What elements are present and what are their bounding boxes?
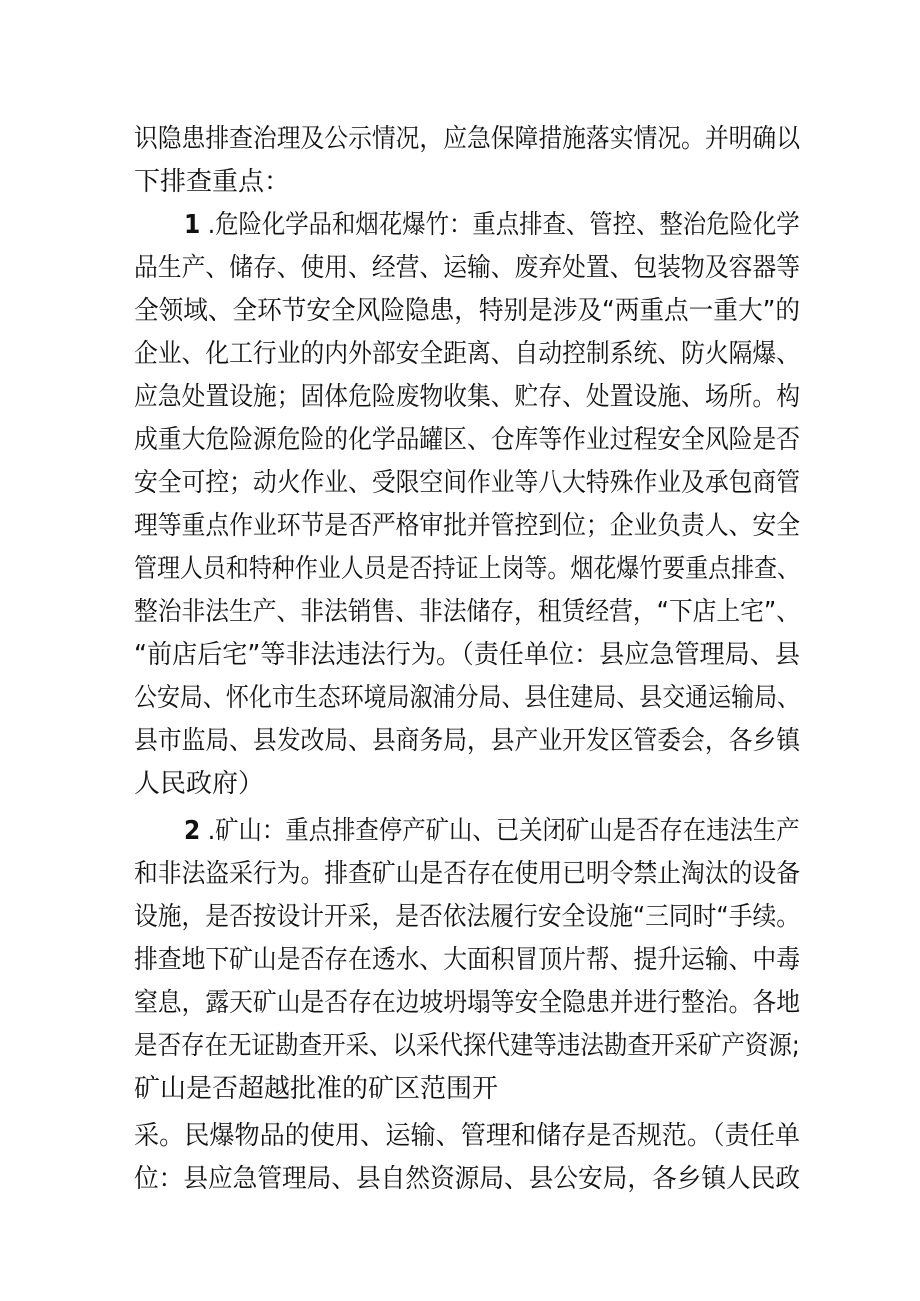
body-text-line: 公安局、怀化市生态环境局溆浦分局、县住建局、县交通运输局、 <box>134 683 801 713</box>
list-number: 2 <box>184 816 201 846</box>
body-text-line: 全领域、全环节安全风险隐患，特别是涉及“两重点一重大”的 <box>134 296 800 326</box>
list-number: 1 <box>184 210 201 240</box>
body-text-line: 是否存在无证勘查开采、以采代探代建等违法勘查开采矿产资源; <box>134 1031 800 1061</box>
body-text-line: 矿山是否超越批准的矿区范围开 <box>134 1074 499 1104</box>
body-text-line: 县市监局、县发改局、县商务局，县产业开发区管委会，各乡镇 <box>134 726 800 756</box>
list-item-text: .危险化学品和烟花爆竹：重点排查、管控、整治危险化学 <box>207 210 800 240</box>
body-text-line: 识隐患排查治理及公示情况，应急保障措施落实情况。并明确以 <box>134 124 800 154</box>
body-text-line: 应急处置设施；固体危险废物收集、贮存、处置设施、场所。构 <box>134 382 800 412</box>
body-text-line: 和非法盗采行为。排查矿山是否存在使用已明令禁止淘汰的设备 <box>134 859 800 889</box>
body-text-line: 管理人员和特种作业人员是否持证上岗等。烟花爆竹要重点排查、 <box>134 554 801 584</box>
body-text-line: 排查地下矿山是否存在透水、大面积冒顶片帮、提升运输、中毒 <box>134 945 800 975</box>
body-text-line: 理等重点作业环节是否严格审批并管控到位；企业负责人、安全 <box>134 511 800 541</box>
body-text-line: 下排查重点： <box>134 167 291 197</box>
body-text-line: 人民政府） <box>134 769 265 799</box>
body-text-line: “前店后宅”等非法违法行为。（责任单位：县应急管理局、县 <box>134 640 800 670</box>
body-text-line: 窒息，露天矿山是否存在边坡坍塌等安全隐患并进行整治。各地 <box>134 988 800 1018</box>
list-item-1-first-line <box>184 208 800 242</box>
list-item-2-first-line <box>184 814 800 848</box>
body-text-line: 采。民爆物品的使用、运输、管理和储存是否规范。（责任单 <box>134 1121 801 1151</box>
body-text-line: 安全可控；动火作业、受限空间作业等八大特殊作业及承包商管 <box>134 468 800 498</box>
body-text-line: 位：县应急管理局、县自然资源局、县公安局，各乡镇人民政 <box>134 1164 801 1194</box>
body-text-line: 设施，是否按设计开采，是否依法履行安全设施“三同时“手续。 <box>134 902 800 932</box>
list-item-text: .矿山：重点排查停产矿山、已关闭矿山是否存在违法生产 <box>207 816 800 846</box>
body-text-line: 企业、化工行业的内外部安全距离、自动控制系统、防火隔爆、 <box>134 339 800 369</box>
body-text-line: 品生产、储存、使用、经营、运输、废弃处置、包装物及容器等 <box>134 253 800 283</box>
body-text-line: 成重大危险源危险的化学品罐区、仓库等作业过程安全风险是否 <box>134 425 800 455</box>
body-text-line: 整治非法生产、非法销售、非法储存，租赁经营，“下店上宅”、 <box>134 597 800 627</box>
